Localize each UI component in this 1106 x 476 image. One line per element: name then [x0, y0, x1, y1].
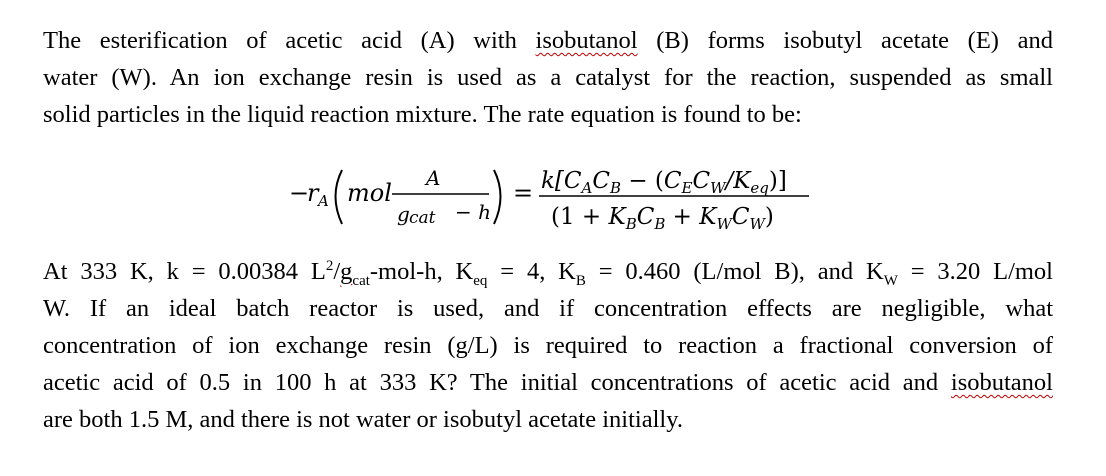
- eq-equals: =: [513, 179, 534, 207]
- spellcheck-word-isobutanol-2: isobutanol: [950, 369, 1053, 396]
- q1-kw-sub: W: [883, 272, 898, 289]
- intro-line-1-a: The esterification of acetic acid (A) with: [43, 27, 536, 54]
- paragraph-question: [43, 253, 1053, 438]
- q1-e: = 0.460 (L/mol B), and K: [585, 258, 884, 285]
- eq-denominator: $(1 + K_BC_B + K_WC_W)$: [551, 204, 774, 233]
- intro-line-3: solid particles in the liquid reaction mixture. The rate equation is found to be:: [43, 101, 802, 128]
- eq-right-paren: [494, 170, 501, 224]
- intro-line-2: water (W). An ion exchange resin is used as a catalyst for the reaction, suspended as small: [43, 64, 1053, 91]
- intro-line-1: [43, 22, 1053, 59]
- problem-text-block: [43, 22, 1053, 133]
- q1-kb-sub: B: [575, 272, 586, 289]
- q1-d: = 4, K: [487, 258, 576, 285]
- intro-line-1-b: (B) forms isobutyl acetate (E) and: [637, 27, 1053, 54]
- spellcheck-word-gcat: $g_{cat}$: [340, 258, 370, 289]
- problem-question-block: [43, 253, 1053, 438]
- q4-a: acetic acid of 0.5 in 100 h at 333 K? The initial concentrations of acetic acid and: [43, 369, 951, 396]
- paragraph-intro: [43, 22, 1053, 133]
- eq-unit-num: A: [426, 166, 441, 190]
- eq-numerator: $k[C_AC_B - (C_EC_W/K_{eq})]$: [541, 168, 787, 197]
- question-line-4: [43, 364, 1053, 401]
- eq-unit-den-g: g: [397, 202, 410, 226]
- q1-c: -mol-h, K: [369, 258, 474, 285]
- eq-left-paren: [336, 170, 343, 224]
- eq-unit-den-h: − h: [455, 200, 491, 224]
- q1-sup2: 2: [325, 257, 334, 274]
- rate-equation-svg: [289, 158, 809, 234]
- eq-unit-den-sub: cat: [409, 208, 436, 228]
- question-line-5: are both 1.5 M, and there is not water or isobutyl acetate initially.: [43, 406, 683, 433]
- q1-keq-sub: eq: [473, 272, 488, 289]
- eq-unit-mol: mol: [347, 179, 392, 207]
- eq-r: r: [307, 179, 319, 207]
- q1-a: At 333 K, k = 0.00384 L: [43, 258, 326, 285]
- question-line-1: [43, 253, 1053, 290]
- rate-equation: [289, 158, 809, 234]
- q1-f: = 3.20 L/mol: [897, 258, 1053, 285]
- question-line-2: W. If an ideal batch reactor is used, and if concentration effects are negligible, what: [43, 295, 1053, 322]
- spellcheck-word-isobutanol: isobutanol: [535, 27, 638, 54]
- eq-minus: −: [289, 179, 310, 207]
- q1-b: /: [333, 258, 341, 285]
- eq-r-sub: A: [318, 192, 329, 210]
- question-line-3: concentration of ion exchange resin (g/L) is required to reaction a fractional conversion of: [43, 332, 1053, 359]
